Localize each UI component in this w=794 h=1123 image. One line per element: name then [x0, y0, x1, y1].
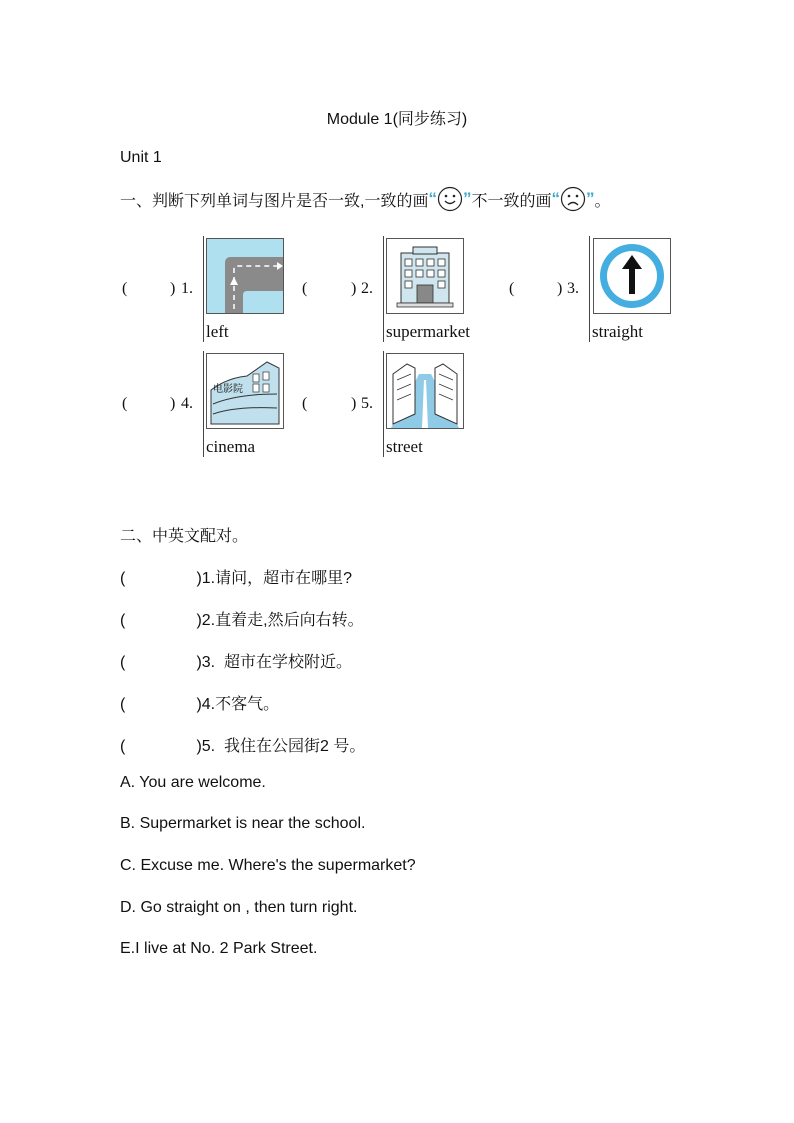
match-row[interactable]: ( )1.请问，超市在哪里? — [120, 570, 353, 587]
answer-blank-3[interactable]: ( — [509, 280, 515, 297]
building-icon — [386, 238, 464, 314]
answer-blank-1[interactable]: ( — [122, 280, 128, 297]
answer-blank-4[interactable]: ( — [122, 395, 128, 412]
item-number: 3. — [567, 280, 579, 297]
turn-left-road-icon — [206, 238, 284, 314]
quote-open: “ — [428, 189, 437, 208]
item-number: 2. — [361, 280, 373, 297]
quote-close: ” — [462, 189, 472, 208]
option-d: D. Go straight on , then turn right. — [120, 899, 358, 916]
section1-instruction — [120, 186, 610, 212]
card-word: street — [386, 437, 423, 456]
match-row[interactable]: ( )2.直着走,然后向右转。 — [120, 612, 364, 629]
card-word: straight — [592, 322, 643, 341]
card-word: cinema — [206, 437, 256, 456]
option-e: E.I live at No. 2 Park Street. — [120, 940, 318, 957]
item-number: 5. — [361, 395, 373, 412]
section2-heading: 二、中英文配对。 — [120, 528, 249, 545]
match-row[interactable]: ( )3. 超市在学校附近。 — [120, 654, 353, 671]
instruction-text-end: 。 — [594, 192, 611, 210]
quote-close: ” — [585, 189, 595, 208]
option-a: A. You are welcome. — [120, 774, 266, 791]
instruction-text: 一、判断下列单词与图片是否一致,一致的画 — [120, 192, 429, 210]
item-number: 1. — [181, 280, 193, 297]
item-number: 4. — [181, 395, 193, 412]
cinema-building-icon — [206, 353, 284, 429]
option-b: B. Supermarket is near the school. — [120, 815, 366, 832]
card-word: left — [206, 322, 229, 341]
street-icon — [386, 353, 464, 429]
answer-blank-2[interactable]: ( — [302, 280, 308, 297]
svg-text:电影院: 电影院 — [213, 384, 243, 395]
answer-blank-5[interactable]: ( — [302, 395, 308, 412]
instruction-text-middle: 不一致的画 — [471, 192, 552, 210]
page-title: Module 1(同步练习) — [326, 111, 468, 128]
straight-arrow-sign-icon — [593, 238, 671, 314]
quote-open: “ — [551, 189, 560, 208]
smile-face-icon — [437, 186, 463, 212]
card-word: supermarket — [386, 322, 471, 341]
match-row[interactable]: ( )5. 我住在公园街2 号。 — [120, 738, 366, 755]
frown-face-icon — [560, 186, 586, 212]
unit-label: Unit 1 — [120, 149, 162, 166]
match-row[interactable]: ( )4.不客气。 — [120, 696, 280, 713]
option-c: C. Excuse me. Where's the supermarket? — [120, 857, 416, 874]
